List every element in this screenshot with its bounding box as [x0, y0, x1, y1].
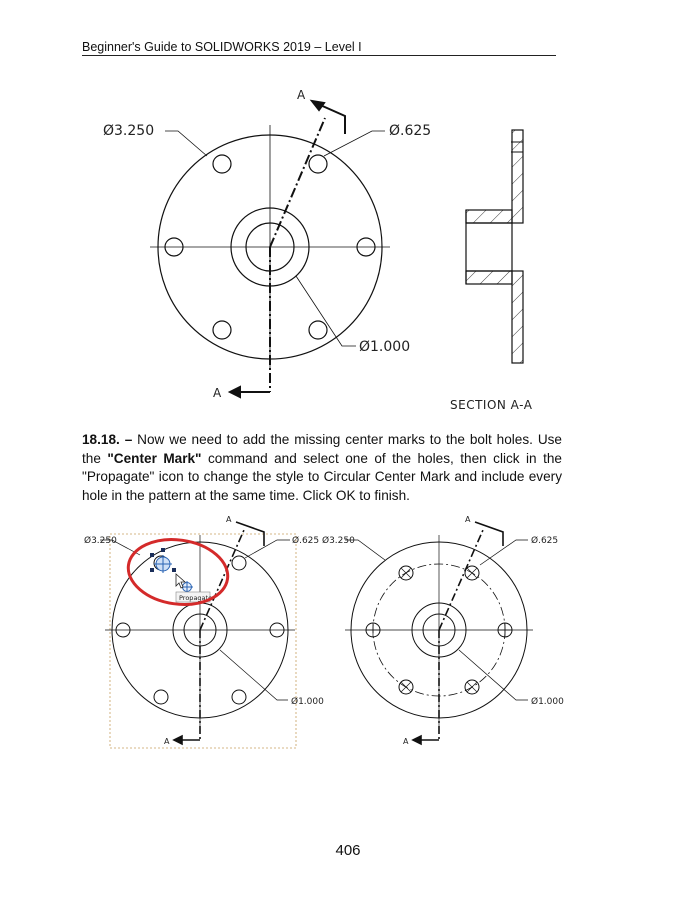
- section-view: [466, 130, 523, 363]
- section-arrows: [230, 101, 345, 397]
- dim-hole-dia: Ø.625: [531, 536, 559, 546]
- bolt-hole: [309, 321, 327, 339]
- figure-center-mark-selection: [0, 500, 350, 760]
- bolt-hole: [213, 155, 231, 173]
- arrowhead: [312, 101, 324, 110]
- hub-section-upper: [466, 210, 512, 223]
- leader-bore: [296, 276, 356, 346]
- dim-large-dia: Ø3.250: [322, 536, 355, 546]
- handle-square: [150, 568, 154, 572]
- arrowhead: [413, 736, 421, 744]
- center-mark-preview: [150, 548, 176, 573]
- arrowhead: [230, 387, 240, 397]
- section-label-top: A: [297, 88, 306, 102]
- section-label-bottom: A: [213, 386, 222, 400]
- section-arrow-top: [318, 104, 345, 134]
- flange-section-lower: [512, 271, 523, 363]
- dim-bore-dia: Ø1.000: [359, 339, 411, 355]
- section-label-top: A: [226, 515, 232, 524]
- handle-square: [172, 568, 176, 572]
- instruction-text-2: command and select one of the holes, then click in the "Propagate" icon to change the style to Circular Center Mark and include every hole in the pattern at the same time. Click OK to finish.: [82, 450, 562, 503]
- leader-hole: [324, 131, 385, 156]
- handle-square: [161, 548, 165, 552]
- flange-section-upper: [512, 130, 523, 223]
- dim-hole-dia: Ø.625: [292, 536, 320, 546]
- step-number: 18.18. –: [82, 432, 133, 447]
- figure-center-marks-result: [320, 500, 650, 760]
- dim-large-dia: Ø3.250: [103, 123, 155, 139]
- bolt-hole: [232, 556, 246, 570]
- section-arrows-3: [413, 522, 503, 744]
- cutting-plane-line: [270, 118, 325, 247]
- section-label-top: A: [465, 515, 471, 524]
- selection-box: [110, 534, 296, 748]
- leader-large: [165, 131, 207, 156]
- bolt-hole: [154, 690, 168, 704]
- dim-bore-dia: Ø1.000: [531, 697, 564, 707]
- section-caption: SECTION A-A: [450, 398, 533, 412]
- bolt-hole: [232, 690, 246, 704]
- instruction-paragraph: [82, 431, 562, 505]
- handle-square: [150, 553, 154, 557]
- leader-hole: [480, 540, 528, 565]
- front-view-3: [345, 530, 533, 740]
- section-label-bottom: A: [403, 737, 409, 746]
- running-header: Beginner's Guide to SOLIDWORKS 2019 – Level I: [82, 40, 362, 54]
- dim-hole-dia: Ø.625: [389, 123, 432, 139]
- leader-hole: [245, 540, 290, 558]
- figure-front-and-section: [0, 0, 696, 420]
- propagate-tooltip-text: Propagate: [179, 594, 213, 602]
- hub-section-lower: [466, 271, 512, 284]
- front-view: [150, 118, 390, 392]
- page-number: 406: [335, 842, 361, 859]
- arrowhead: [174, 736, 182, 744]
- section-arrow-top: [475, 522, 503, 546]
- command-name: "Center Mark": [107, 450, 202, 466]
- leader-bore: [459, 650, 528, 700]
- bolt-hole: [213, 321, 231, 339]
- dim-bore-dia: Ø1.000: [291, 697, 324, 707]
- instruction-text-1: Now we need to add the missing center marks to the bolt holes. Use the: [82, 432, 562, 466]
- dim-large-dia: Ø3.250: [84, 536, 117, 546]
- leader-bore: [220, 650, 288, 700]
- section-label-bottom: A: [164, 737, 170, 746]
- bolt-hole: [309, 155, 327, 173]
